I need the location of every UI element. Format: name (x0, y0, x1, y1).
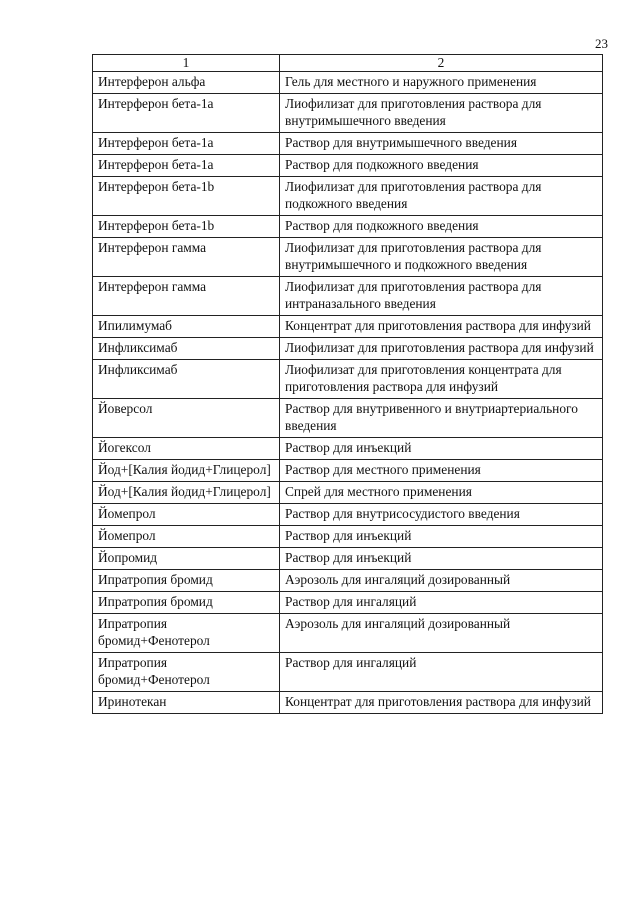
dosage-form-cell: Раствор для внутримышечного введения (280, 133, 603, 155)
dosage-form-cell: Раствор для ингаляций (280, 592, 603, 614)
table-row (93, 614, 603, 653)
drug-name-cell: Инфликсимаб (93, 338, 280, 360)
drug-table (92, 54, 603, 714)
table-row (93, 133, 603, 155)
dosage-form-cell: Лиофилизат для приготовления концентрата для приготовления раствора для инфузий (280, 360, 603, 399)
page-number: 23 (595, 36, 608, 51)
dosage-form-cell: Концентрат для приготовления раствора для инфузий (280, 316, 603, 338)
dosage-form-cell: Лиофилизат для приготовления раствора для подкожного введения (280, 177, 603, 216)
table-header-row (93, 55, 603, 72)
table-row (93, 338, 603, 360)
drug-name-cell: Йомепрол (93, 504, 280, 526)
drug-name-cell: Йомепрол (93, 526, 280, 548)
column-header-1: 1 (93, 55, 280, 72)
drug-name-cell: Инфликсимаб (93, 360, 280, 399)
drug-name-cell: Иринотекан (93, 692, 280, 714)
drug-name-cell: Йоверсол (93, 399, 280, 438)
table-row (93, 570, 603, 592)
table-row (93, 592, 603, 614)
dosage-form-cell: Аэрозоль для ингаляций дозированный (280, 570, 603, 592)
dosage-form-cell: Раствор для местного применения (280, 460, 603, 482)
table-row (93, 94, 603, 133)
drug-name-cell: Интерферон бета-1а (93, 133, 280, 155)
table-row (93, 482, 603, 504)
table-row (93, 438, 603, 460)
column-header-2: 2 (280, 55, 603, 72)
dosage-form-cell: Гель для местного и наружного применения (280, 72, 603, 94)
dosage-form-cell: Раствор для подкожного введения (280, 216, 603, 238)
table-row (93, 692, 603, 714)
dosage-form-cell: Аэрозоль для ингаляций дозированный (280, 614, 603, 653)
drug-name-cell: Ипратропия бромид+Фенотерол (93, 614, 280, 653)
dosage-form-cell: Раствор для ингаляций (280, 653, 603, 692)
drug-name-cell: Йод+[Калия йодид+Глицерол] (93, 460, 280, 482)
dosage-form-cell: Лиофилизат для приготовления раствора для внутримышечного введения (280, 94, 603, 133)
table-row (93, 238, 603, 277)
table-row (93, 526, 603, 548)
table-row (93, 504, 603, 526)
drug-name-cell: Интерферон бета-1b (93, 216, 280, 238)
dosage-form-cell: Лиофилизат для приготовления раствора для инфузий (280, 338, 603, 360)
drug-name-cell: Ипилимумаб (93, 316, 280, 338)
dosage-form-cell: Концентрат для приготовления раствора для инфузий (280, 692, 603, 714)
dosage-form-cell: Раствор для инъекций (280, 526, 603, 548)
dosage-form-cell: Раствор для внутривенного и внутриартериального введения (280, 399, 603, 438)
dosage-form-cell: Раствор для инъекций (280, 438, 603, 460)
drug-name-cell: Ипратропия бромид (93, 570, 280, 592)
table-row (93, 216, 603, 238)
table-row (93, 548, 603, 570)
table-body (93, 72, 603, 714)
table-row (93, 653, 603, 692)
drug-name-cell: Интерферон гамма (93, 238, 280, 277)
drug-name-cell: Интерферон гамма (93, 277, 280, 316)
table-row (93, 155, 603, 177)
dosage-form-cell: Лиофилизат для приготовления раствора для интраназального введения (280, 277, 603, 316)
drug-name-cell: Ипратропия бромид+Фенотерол (93, 653, 280, 692)
table-row (93, 316, 603, 338)
dosage-form-cell: Раствор для инъекций (280, 548, 603, 570)
drug-name-cell: Йопромид (93, 548, 280, 570)
drug-name-cell: Интерферон альфа (93, 72, 280, 94)
dosage-form-cell: Лиофилизат для приготовления раствора для внутримышечного и подкожного введения (280, 238, 603, 277)
table-row (93, 460, 603, 482)
drug-name-cell: Интерферон бета-1b (93, 177, 280, 216)
dosage-form-cell: Спрей для местного применения (280, 482, 603, 504)
table-row (93, 72, 603, 94)
drug-name-cell: Йогексол (93, 438, 280, 460)
table-row (93, 177, 603, 216)
table-row (93, 277, 603, 316)
drug-name-cell: Йод+[Калия йодид+Глицерол] (93, 482, 280, 504)
table-row (93, 360, 603, 399)
dosage-form-cell: Раствор для подкожного введения (280, 155, 603, 177)
drug-name-cell: Ипратропия бромид (93, 592, 280, 614)
dosage-form-cell: Раствор для внутрисосудистого введения (280, 504, 603, 526)
drug-name-cell: Интерферон бета-1а (93, 155, 280, 177)
drug-name-cell: Интерферон бета-1а (93, 94, 280, 133)
table-row (93, 399, 603, 438)
